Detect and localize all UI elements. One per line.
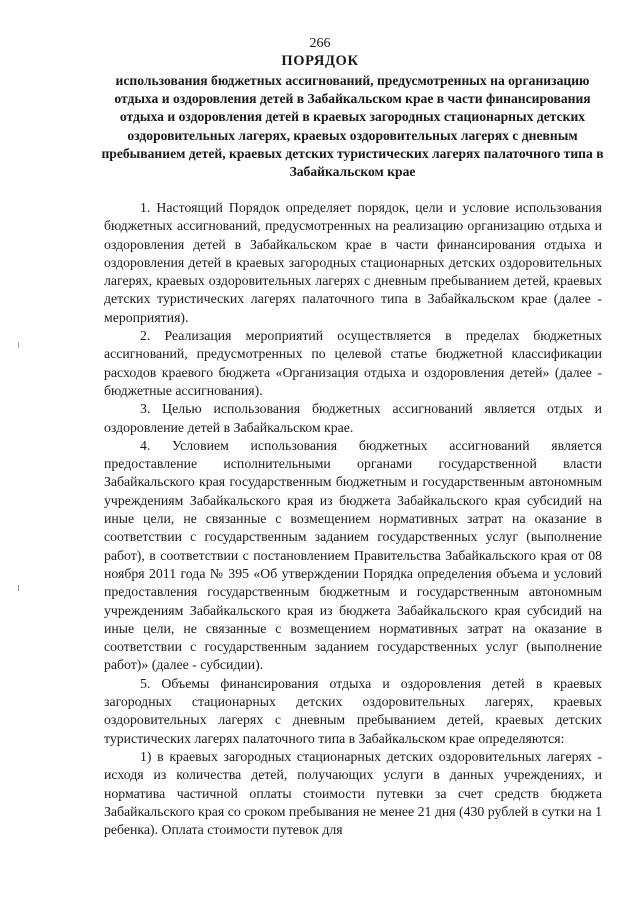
document-title: ПОРЯДОК [281, 53, 359, 69]
document-subtitle: использования бюджетных ассигнований, предусмотренных на организацию отдыха и оздоровления детей в Забайкальском крае в части финансирования отдыха и оздоровления детей в краевых загородных стационарных детских оздоровительных лагерях, краевых оздоровительных лагерях с дневным пребыванием детей, краевых детских туристических лагерях палаточного типа в Забайкальском крае [101, 73, 604, 180]
paragraph-1: 1. Настоящий Порядок определяет порядок, цели и условие использования бюджетных ассигнований, предусмотренных на реализацию организацию отдыха и оздоровления детей в Забайкальском крае в части финансирования отдыха и оздоровления детей в краевых загородных стационарных детских оздоровительных лагерях, краевых оздоровительных лагерях с дневным пребыванием детей, краевых детских туристических лагерях палаточного типа в Забайкальском крае (далее - мероприятия). [104, 200, 602, 325]
paragraph-3: 3. Целью использования бюджетных ассигнований является отдых и оздоровление детей в Забайкальском крае. [104, 401, 602, 435]
scan-mark [18, 585, 19, 591]
scan-mark [18, 342, 19, 348]
page-number: 266 [309, 36, 331, 51]
paragraph-5-1: 1) в краевых загородных стационарных детских оздоровительных лагерях - исходя из количества детей, получающих услуги в данных учреждениях, и норматива частичной оплаты стоимости путевки за счет средств бюджета Забайкальского края со сроком пребывания не менее 21 дня (430 рублей в сутки на 1 ребенка). Оплата стоимости путевок для [104, 748, 602, 838]
paragraph-2: 2. Реализация мероприятий осуществляется в пределах бюджетных ассигнований, предусмотренных по целевой статье бюджетной классификации расходов краевого бюджета «Организация отдыха и оздоровления детей» (далее - бюджетные ассигнования). [104, 328, 602, 398]
document-body [104, 199, 602, 839]
paragraph-5: 5. Объемы финансирования отдыха и оздоровления детей в краевых загородных стационарных детских оздоровительных лагерях, краевых оздоровительных лагерях с дневным пребыванием детей, краевых детских туристических лагерях палаточного типа в Забайкальском крае определяются: [104, 675, 602, 746]
paragraph-4: 4. Условием использования бюджетных ассигнований является предоставление исполнительными органами государственной власти Забайкальского края государственным бюджетным и государственным автономным учреждениям Забайкальского края из бюджета Забайкальского края субсидий на иные цели, не связанные с возмещением нормативных затрат на оказание в соответствии с государственным заданием государственных услуг (выполнение работ), в соответствии с постановлением Правительства Забайкальского края от 08 ноября 2011 года № 395 «Об утверждении Порядка определения объема и условий предоставления государственным бюджетным и государственным автономным учреждениям Забайкальского края из бюджета Забайкальского края субсидий на иные цели, не связанные с возмещением нормативных затрат на оказание в соответствии с государственным заданием государственных услуг (выполнение работ)» (далее - субсидии). [104, 437, 602, 673]
